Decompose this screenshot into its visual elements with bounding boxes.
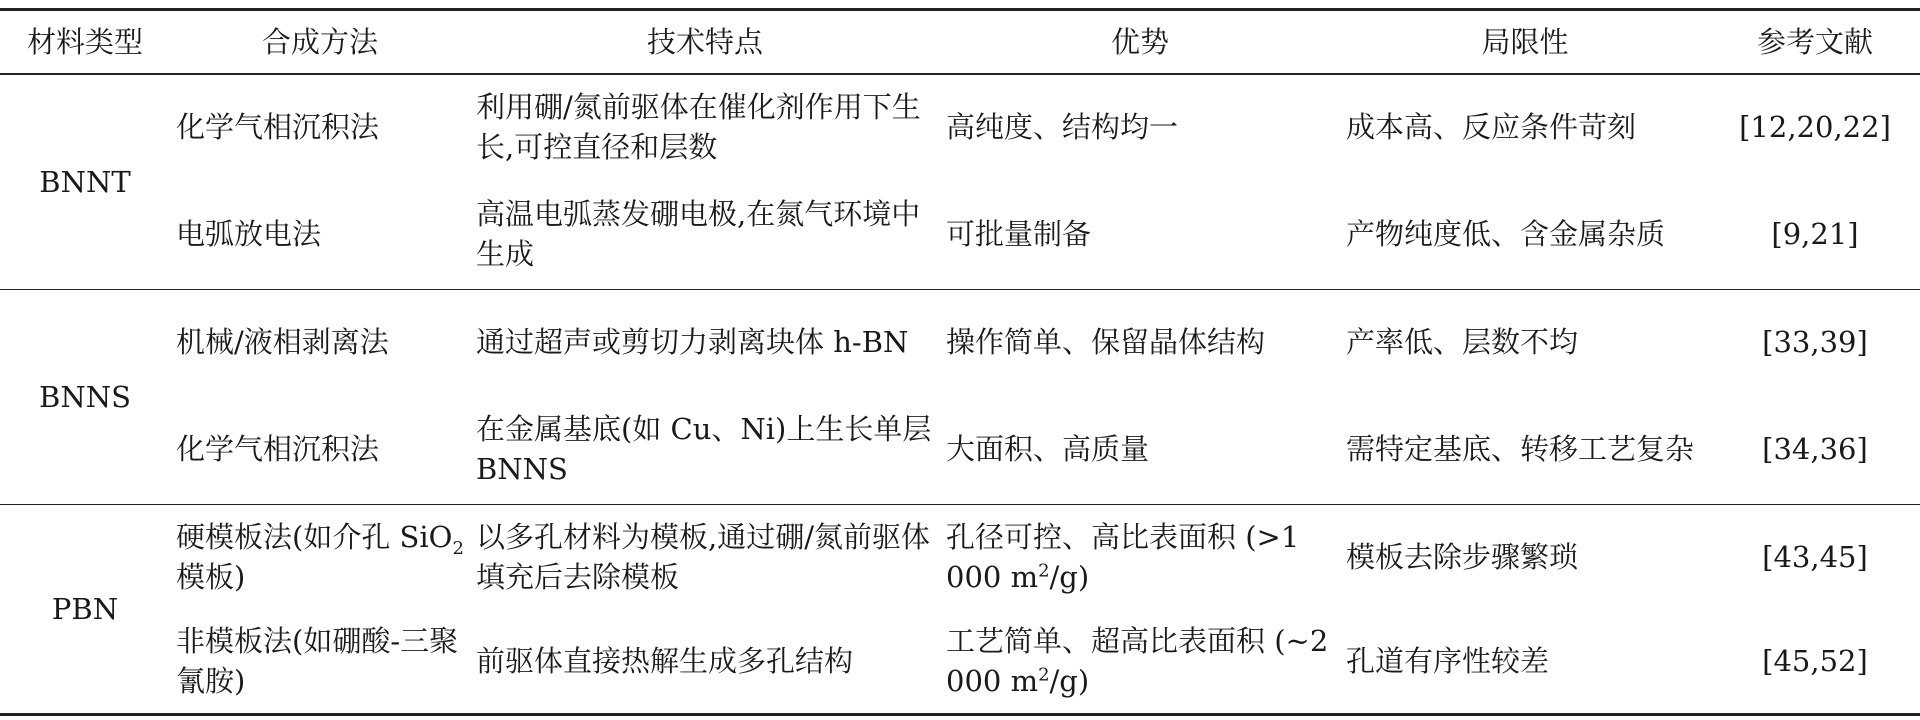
feature-cell: 通过超声或剪切力剥离块体 h-BN xyxy=(476,325,909,359)
advantage-text: 孔径可控、高比表面积 (>1 000 m xyxy=(946,520,1300,594)
method-cell: 机械/液相剥离法 xyxy=(176,325,389,359)
limitation-cell: 产率低、层数不均 xyxy=(1346,325,1579,359)
feature-cell: 利用硼/氮前驱体在催化剂作用下生长,可控直径和层数 xyxy=(476,90,921,164)
header-limitation: 局限性 xyxy=(1340,10,1710,75)
material-type-cell: BNNS xyxy=(0,290,170,505)
limitation-cell: 孔道有序性较差 xyxy=(1340,609,1710,715)
table-row xyxy=(0,290,1920,395)
reference-cell: [9,21] xyxy=(1710,179,1920,290)
reference-cell: [45,52] xyxy=(1710,609,1920,715)
table-row xyxy=(0,609,1920,715)
header-method: 合成方法 xyxy=(170,10,470,75)
subscript-text: 2 xyxy=(452,537,464,559)
advantage-text-tail: /g) xyxy=(1049,560,1090,594)
header-material-type: 材料类型 xyxy=(0,10,170,75)
advantage-cell: 大面积、高质量 xyxy=(940,394,1340,505)
feature-cell: 在金属基底(如 Cu、Ni)上生长单层 BNNS xyxy=(470,394,940,505)
superscript-text: 2 xyxy=(1038,560,1050,582)
feature-cell: 高温电弧蒸发硼电极,在氮气环境中生成 xyxy=(470,179,940,290)
reference-cell: [12,20,22] xyxy=(1739,110,1891,144)
material-type-cell: BNNT xyxy=(0,74,170,290)
advantage-text-tail: /g) xyxy=(1049,664,1090,698)
method-cell: 非模板法(如硼酸-三聚氰胺) xyxy=(170,609,470,715)
limitation-cell: 需特定基底、转移工艺复杂 xyxy=(1340,394,1710,505)
method-text-tail: 模板) xyxy=(176,560,246,594)
limitation-cell: 模板去除步骤繁琐 xyxy=(1346,540,1579,574)
method-cell: 化学气相沉积法 xyxy=(170,394,470,505)
method-text: 硬模板法(如介孔 SiO xyxy=(176,520,453,554)
advantage-text: 工艺简单、超高比表面积 (~2 000 m xyxy=(946,624,1329,698)
superscript-text: 2 xyxy=(1038,664,1050,686)
method-cell: 电弧放电法 xyxy=(170,179,470,290)
table-row xyxy=(0,394,1920,505)
table-row xyxy=(0,179,1920,290)
header-feature: 技术特点 xyxy=(470,10,940,75)
table-row xyxy=(0,74,1920,179)
reference-cell: [33,39] xyxy=(1762,325,1868,359)
header-reference: 参考文献 xyxy=(1710,10,1920,75)
feature-cell: 前驱体直接热解生成多孔结构 xyxy=(470,609,940,715)
header-advantage: 优势 xyxy=(940,10,1340,75)
advantage-cell: 高纯度、结构均一 xyxy=(946,110,1179,144)
advantage-cell xyxy=(940,609,1340,715)
method-cell: 化学气相沉积法 xyxy=(176,110,380,144)
limitation-cell: 产物纯度低、含金属杂质 xyxy=(1340,179,1710,290)
advantage-cell xyxy=(940,505,1340,610)
advantage-cell: 操作简单、保留晶体结构 xyxy=(946,325,1266,359)
header-row xyxy=(0,10,1920,75)
reference-cell: [43,45] xyxy=(1762,540,1868,574)
advantage-cell: 可批量制备 xyxy=(940,179,1340,290)
feature-cell: 以多孔材料为模板,通过硼/氮前驱体填充后去除模板 xyxy=(476,520,930,594)
reference-cell: [34,36] xyxy=(1710,394,1920,505)
limitation-cell: 成本高、反应条件苛刻 xyxy=(1346,110,1637,144)
method-cell xyxy=(170,505,470,610)
material-type-cell: PBN xyxy=(0,505,170,715)
table-row xyxy=(0,505,1920,610)
comparison-table xyxy=(0,8,1920,716)
